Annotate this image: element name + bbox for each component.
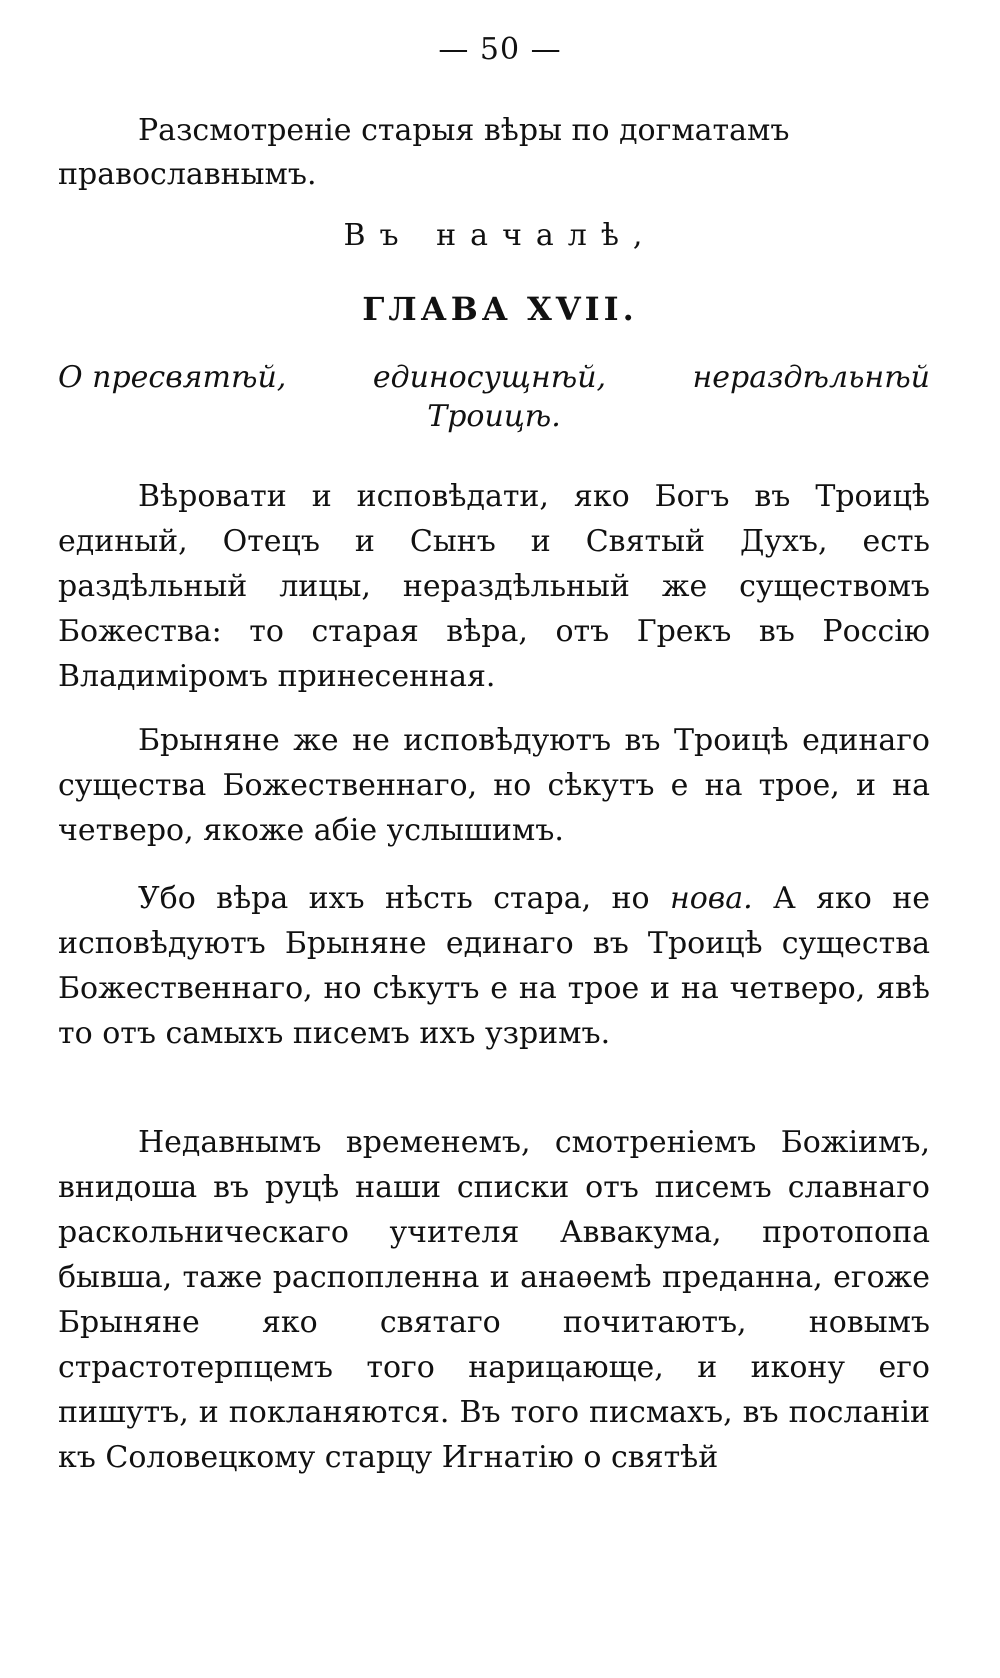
paragraph-3 (58, 876, 930, 1056)
paragraph-1: Вѣровати и исповѣдати, яко Богъ въ Троицѣ единый, Отецъ и Сынъ и Святый Духъ, есть раздѣльный лицы, нераздѣльный же существомъ Божества: то старая вѣра, отъ Грекъ въ Россію Владиміромъ принесенная. (58, 479, 930, 694)
paragraph-3-start: Убо вѣра ихъ нѣсть стара, но (138, 881, 670, 916)
paragraph-4: Недавнымъ временемъ, смотреніемъ Божіимъ, внидоша въ руцѣ наши списки отъ писемъ славнаго раскольническаго учителя Аввакума, протопопа бывша, таже распопленна и анаѳемѣ преданна, егоже Брыняне яко святаго почитаютъ, новымъ страстотерпцемъ того нарицающе, и икону его пишутъ, и покланяются. Въ того писмахъ, въ посланіи къ Соловецкому старцу Игнатію о святѣй (58, 1125, 930, 1475)
subtitle-word-2: единосущнѣй, (372, 360, 607, 395)
page-number: — 50 — (438, 32, 562, 67)
chapter-title: ГЛАВА XVII. (362, 290, 638, 328)
chapter-subtitle (58, 360, 930, 434)
emphasis-word: нова. (669, 881, 753, 916)
heading-line-2: православнымъ. (58, 157, 317, 192)
section-label: Въ началѣ, (343, 218, 657, 253)
paragraph-3-rest: А яко не исповѣдуютъ Брыняне единаго въ Троицѣ существа Божественнаго, но сѣкутъ е на трое и на четверо, явѣ то отъ самыхъ писемъ ихъ узримъ. (58, 881, 930, 1051)
subtitle-line-1 (58, 360, 930, 395)
paragraph-2: Брыняне же не исповѣдуютъ въ Троицѣ единаго существа Божественнаго, но сѣкутъ е на трое, и на четверо, якоже абіе услышимъ. (58, 723, 930, 848)
heading-line-1: Разсмотреніе старыя вѣры по догматамъ (138, 113, 790, 148)
subtitle-word-1: О пресвятѣй, (58, 360, 287, 395)
subtitle-word-3: нераздѣльнѣй (692, 360, 930, 395)
subtitle-line-2: Троицѣ. (427, 399, 561, 434)
